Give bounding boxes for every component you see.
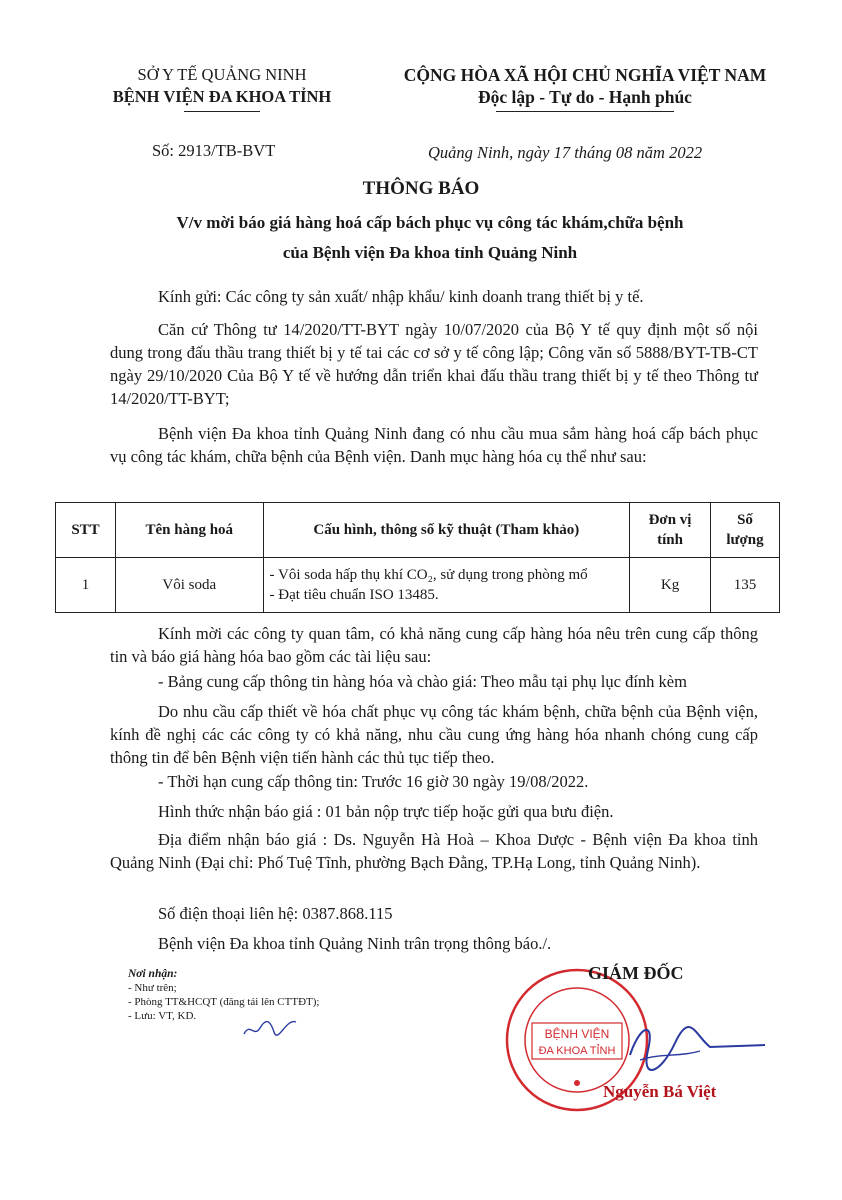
legal-basis-paragraph: Căn cứ Thông tư 14/2020/TT-BYT ngày 10/07/2020 của Bộ Y tế quy định một số nội dung trong đấu thầu trang thiết bị y tế tai các cơ sở y tế công lập; Công văn số 5888/BYT-TB-CT ngày 29/10/2020 Của Bộ Y tế về hướng dẫn triển khai đấu thầu trang thiết bị y tế theo Thông tư 14/2020/TT-BYT; [110,320,758,408]
cell-name: Vôi soda [116,558,264,613]
document-number: Số: 2913/TB-BVT [152,141,276,160]
place-date: Quảng Ninh, ngày 17 tháng 08 năm 2022 [428,143,703,162]
spec-line-2: - Đạt tiêu chuẩn ISO 13485. [269,587,439,603]
signer-name: Nguyễn Bá Việt [603,1082,717,1101]
national-header [375,64,795,112]
recipient-item: - Như trên; [128,982,177,994]
header-underline [184,111,260,112]
phone-paragraph: Số điện thoại liên hệ: 0387.868.115 [158,904,393,923]
document-title: THÔNG BÁO [362,178,480,199]
cell-stt: 1 [56,558,116,613]
deadline-paragraph: - Thời hạn cung cấp thông tin: Trước 16 giờ 30 ngày 19/08/2022. [158,772,589,791]
table-header-row [56,503,780,558]
document-subject [100,208,760,268]
motto-underline [496,111,674,112]
director-title: GIÁM ĐỐC [588,963,684,983]
agency-name: SỞ Y TẾ QUẢNG NINH [137,65,307,84]
hospital-name: BỆNH VIỆN ĐA KHOA TỈNH [112,87,332,106]
goods-table [55,502,780,613]
closing-paragraph: Bệnh viện Đa khoa tỉnh Quảng Ninh trân trọng thông báo./. [158,934,552,953]
need-paragraph: Bệnh viện Đa khoa tỉnh Quảng Ninh đang có nhu cầu mua sắm hàng hoá cấp bách phục vụ công tác khám, chữa bệnh của Bệnh viện. Danh mục hàng hóa cụ thể như sau: [110,424,758,466]
recipient-item: - Lưu: VT, KD. [128,1010,197,1022]
col-qty: Số lượng [710,503,779,558]
country-name: CỘNG HÒA XÃ HỘI CHỦ NGHĨA VIỆT NAM [403,65,767,85]
col-stt: STT [56,503,116,558]
stamp-line-2: ĐA KHOA TỈNH [538,1045,616,1057]
cell-unit: Kg [630,558,711,613]
director-signature-icon [600,1005,770,1085]
recipient-item: - Phòng TT&HCQT (đăng tải lên CTTĐT); [128,996,320,1008]
subject-line-2: của Bệnh viện Đa khoa tỉnh Quảng Ninh [282,243,578,262]
initials-signature-icon [240,1012,300,1042]
col-unit: Đơn vị tính [630,503,711,558]
urgency-paragraph: Do nhu cầu cấp thiết về hóa chất phục vụ công tác khám bệnh, chữa bệnh của Bệnh viện, kính đề nghị các các công ty có khả năng, nhu cầu cung ứng hàng hóa nhanh chóng cung cấp thông tin để bên Bệnh viện tiến hành các thủ tục tiếp theo. [110,702,758,767]
spec-line-1: - Vôi soda hấp thụ khí CO₂, sử dụng trong phòng mổ [269,567,588,583]
greeting-paragraph: Kính gửi: Các công ty sản xuất/ nhập khẩu/ kinh doanh trang thiết bị y tế. [158,287,644,306]
location-paragraph: Địa điểm nhận báo giá : Ds. Nguyễn Hà Hoà – Khoa Dược - Bệnh viện Đa khoa tỉnh Quảng Ninh (Đại chỉ: Phố Tuệ Tĩnh, phường Bạch Đằng, TP.Hạ Long, tỉnh Quảng Ninh). [110,830,758,872]
col-spec: Cấu hình, thông số kỹ thuật (Tham khảo) [263,503,630,558]
table-row [56,558,780,613]
agency-header [72,64,372,112]
recipients-heading: Nơi nhận: [128,968,178,980]
stamp-line-1: BỆNH VIỆN [544,1027,610,1041]
cell-qty: 135 [710,558,779,613]
col-name: Tên hàng hoá [116,503,264,558]
subject-line-1: V/v mời báo giá hàng hoá cấp bách phục vụ công tác khám,chữa bệnh [176,213,684,232]
cell-spec [263,558,630,613]
form-paragraph: - Bảng cung cấp thông tin hàng hóa và chào giá: Theo mẫu tại phụ lục đính kèm [158,672,687,691]
method-paragraph: Hình thức nhận báo giá : 01 bản nộp trực tiếp hoặc gửi qua bưu điện. [158,802,614,821]
invite-paragraph: Kính mời các công ty quan tâm, có khả năng cung cấp hàng hóa nêu trên cung cấp thông tin và báo giá hàng hóa bao gồm các tài liệu sau: [110,624,758,666]
national-motto: Độc lập - Tự do - Hạnh phúc [478,87,692,107]
